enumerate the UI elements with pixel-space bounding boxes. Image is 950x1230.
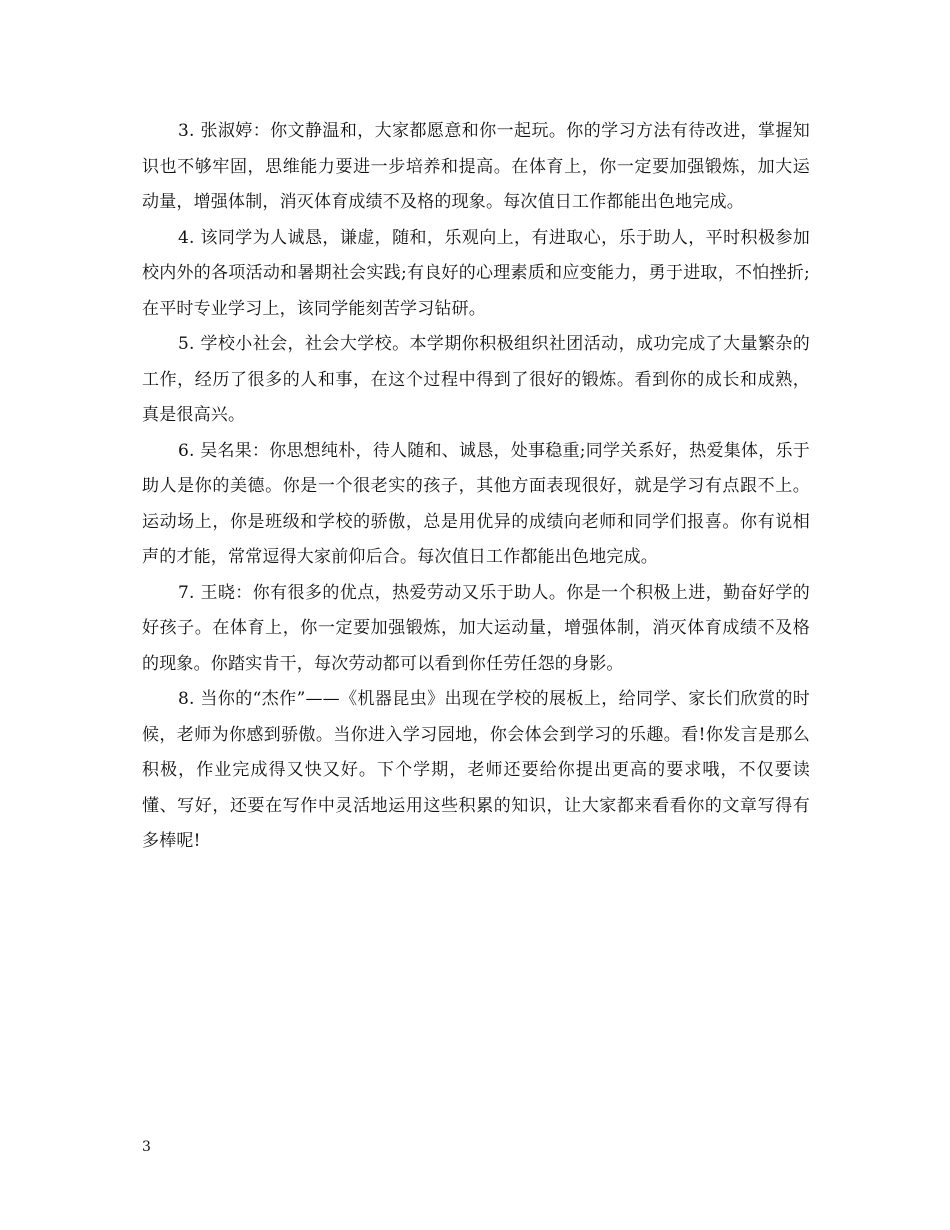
page-number: 3: [142, 1139, 151, 1155]
paragraph-5: 5. 学校小社会，社会大学校。本学期你积极组织社团活动，成功完成了大量繁杂的工作，经历了很多的人和事，在这个过程中得到了很好的锻炼。看到你的成长和成熟，真是很高兴。: [142, 334, 810, 425]
paragraph-6: 6. 吴名果：你思想纯朴，待人随和、诚恳，处事稳重;同学关系好，热爱集体，乐于助人是你的美德。你是一个很老实的孩子，其他方面表现很好，就是学习有点跟不上。运动场上，你是班级和学校的骄傲，总是用优异的成绩向老师和同学们报喜。你有说相声的才能，常常逗得大家前仰后合。每次值日工作都能出色地完成。: [142, 440, 810, 567]
paragraph-7: 7. 王晓：你有很多的优点，热爱劳动又乐于助人。你是一个积极上进，勤奋好学的好孩子。在体育上，你一定要加强锻炼，加大运动量，增强体制，消灭体育成绩不及格的现象。你踏实肯干，每次劳动都可以看到你任劳任怨的身影。: [142, 582, 810, 674]
document-body: [142, 114, 810, 860]
paragraph-8: 8. 当你的“杰作”——《机器昆虫》出现在学校的展板上，给同学、家长们欣赏的时候，老师为你感到骄傲。当你进入学习园地，你会体会到学习的乐趣。看!你发言是那么积极，作业完成得又快又好。下个学期，老师还要给你提出更高的要求哦，不仅要读懂、写好，还要在写作中灵活地运用这些积累的知识，让大家都来看看你的文章写得有多棒呢!: [142, 689, 810, 851]
paragraph-4: 4. 该同学为人诚恳，谦虚，随和，乐观向上，有进取心，乐于助人，平时积极参加校内外的各项活动和暑期社会实践;有良好的心理素质和应变能力，勇于进取，不怕挫折;在平时专业学习上，该同学能刻苦学习钻研。: [142, 227, 810, 319]
paragraph-3: 3. 张淑婷：你文静温和，大家都愿意和你一起玩。你的学习方法有待改进，掌握知识也不够牢固，思维能力要进一步培养和提高。在体育上，你一定要加强锻炼，加大运动量，增强体制，消灭体育成绩不及格的现象。每次值日工作都能出色地完成。: [142, 121, 810, 212]
